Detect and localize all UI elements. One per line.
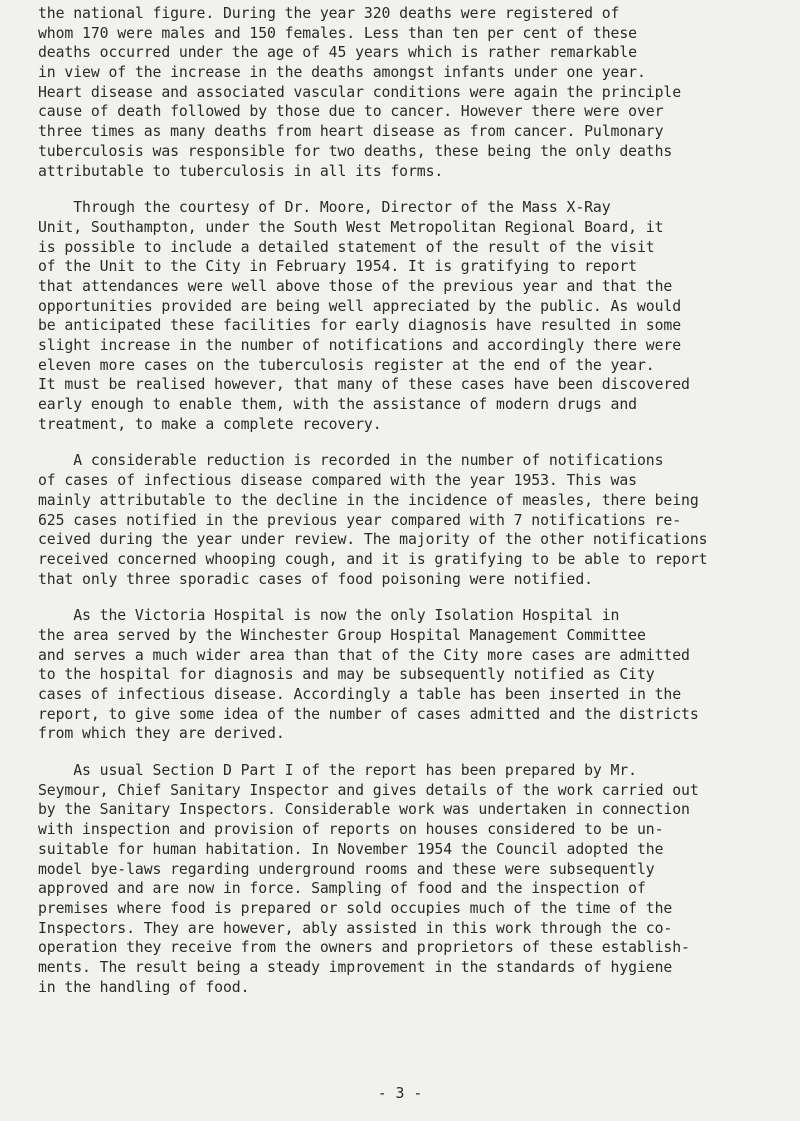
text-line: cause of death followed by those due to cancer. However there were over: [38, 103, 664, 121]
text-line: attributable to tuberculosis in all its forms.: [38, 162, 444, 180]
document-body: [38, 4, 768, 1014]
text-line: ceived during the year under review. The majority of the other notifications: [38, 531, 708, 549]
text-line: early enough to enable them, with the assistance of modern drugs and: [38, 396, 637, 414]
text-line: ments. The result being a steady improvement in the standards of hygiene: [38, 958, 673, 976]
text-line: Heart disease and associated vascular conditions were again the principle: [38, 83, 682, 101]
paragraph-mass-xray: [38, 198, 768, 434]
text-line: received concerned whooping cough, and it is gratifying to be able to report: [38, 550, 708, 568]
text-line: 625 cases notified in the previous year compared with 7 notifications re-: [38, 511, 682, 529]
text-line: report, to give some idea of the number of cases admitted and the districts: [38, 705, 699, 723]
text-line: As usual Section D Part I of the report has been prepared by Mr.: [38, 762, 637, 780]
text-line: in view of the increase in the deaths amongst infants under one year.: [38, 64, 646, 82]
text-line: As the Victoria Hospital is now the only Isolation Hospital in: [38, 607, 620, 625]
text-line: treatment, to make a complete recovery.: [38, 415, 382, 433]
text-line: be anticipated these facilities for early diagnosis have resulted in some: [38, 317, 682, 335]
text-line: opportunities provided are being well appreciated by the public. As would: [38, 297, 682, 315]
text-line: that only three sporadic cases of food poisoning were notified.: [38, 570, 593, 588]
text-line: A considerable reduction is recorded in the number of notifications: [38, 452, 664, 470]
text-line: suitable for human habitation. In November 1954 the Council adopted the: [38, 840, 664, 858]
text-line: and serves a much wider area than that of the City more cases are admitted: [38, 646, 690, 664]
text-line: by the Sanitary Inspectors. Considerable work was undertaken in connection: [38, 801, 690, 819]
text-line: the national figure. During the year 320 deaths were registered of: [38, 5, 620, 22]
paragraph-mortality: [38, 4, 768, 181]
text-line: model bye-laws regarding underground rooms and these were subsequently: [38, 860, 655, 878]
text-line: is possible to include a detailed statement of the result of the visit: [38, 238, 655, 256]
text-line: three times as many deaths from heart disease as from cancer. Pulmonary: [38, 123, 664, 141]
text-line: eleven more cases on the tuberculosis register at the end of the year.: [38, 356, 655, 374]
text-line: It must be realised however, that many of these cases have been discovered: [38, 376, 690, 394]
paragraph-sanitary-inspectors: [38, 761, 768, 997]
text-line: of the Unit to the City in February 1954. It is gratifying to report: [38, 258, 637, 276]
text-line: approved and are now in force. Sampling of food and the inspection of: [38, 880, 646, 898]
text-line: Unit, Southampton, under the South West Metropolitan Regional Board, it: [38, 218, 664, 236]
text-line: cases of infectious disease. Accordingly a table has been inserted in the: [38, 686, 682, 703]
text-line: to the hospital for diagnosis and may be subsequently notified as City: [38, 666, 655, 684]
text-line: mainly attributable to the decline in the incidence of measles, there being: [38, 491, 699, 509]
text-line: with inspection and provision of reports on houses considered to be un-: [38, 821, 664, 839]
text-line: from which they are derived.: [38, 725, 285, 743]
page-number: - 3 -: [377, 1085, 423, 1102]
paragraph-infectious-disease: [38, 451, 768, 589]
text-line: operation they receive from the owners and proprietors of these establish-: [38, 939, 690, 957]
text-line: Seymour, Chief Sanitary Inspector and gives details of the work carried out: [38, 781, 699, 799]
text-line: Inspectors. They are however, ably assisted in this work through the co-: [38, 919, 673, 937]
text-line: Through the courtesy of Dr. Moore, Director of the Mass X-Ray: [38, 199, 611, 217]
text-line: the area served by the Winchester Group Hospital Management Committee: [38, 626, 646, 644]
text-line: in the handling of food.: [38, 978, 250, 996]
text-line: deaths occurred under the age of 45 years which is rather remarkable: [38, 44, 637, 62]
paragraph-isolation-hospital: [38, 606, 768, 744]
text-line: of cases of infectious disease compared with the year 1953. This was: [38, 472, 637, 490]
text-line: tuberculosis was responsible for two deaths, these being the only deaths: [38, 142, 673, 160]
text-line: premises where food is prepared or sold occupies much of the time of the: [38, 899, 673, 917]
text-line: that attendances were well above those of the previous year and that the: [38, 277, 673, 295]
text-line: whom 170 were males and 150 females. Less than ten per cent of these: [38, 24, 637, 42]
text-line: slight increase in the number of notifications and accordingly there were: [38, 337, 682, 354]
